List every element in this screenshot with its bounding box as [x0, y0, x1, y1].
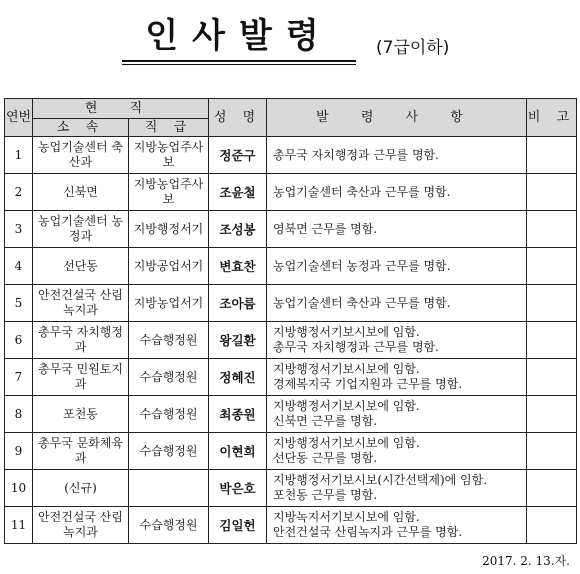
row-number: 5: [5, 285, 33, 322]
row-remarks: [527, 211, 577, 248]
row-remarks: [527, 359, 577, 396]
row-name: 조윤철: [209, 174, 267, 211]
page-title: 인사발령: [145, 16, 333, 56]
personnel-table: [4, 98, 577, 544]
row-rank: 지방농업주사보: [129, 174, 209, 211]
header-remarks: 비 고: [527, 99, 577, 137]
row-order: [267, 248, 527, 285]
row-department: 안전건설국 산림녹지과: [33, 507, 129, 544]
order-line: 지방행정서기보시보에 임함.: [273, 436, 420, 450]
row-number: 9: [5, 433, 33, 470]
header-rank: 직 급: [129, 119, 209, 137]
table-row: [5, 433, 577, 470]
table-row: [5, 396, 577, 433]
row-name: 이현희: [209, 433, 267, 470]
header-order: 발 령 사 항: [267, 99, 527, 137]
row-department: 농업기술센터 축산과: [33, 137, 129, 174]
table-row: [5, 211, 577, 248]
row-department: 농업기술센터 농정과: [33, 211, 129, 248]
row-remarks: [527, 433, 577, 470]
order-line: 안전건설국 산림녹지과 근무를 명함.: [273, 525, 463, 539]
order-line: 농업기술센터 축산과 근무를 명함.: [273, 295, 451, 310]
row-remarks: [527, 137, 577, 174]
row-department: 포천동: [33, 396, 129, 433]
order-line: 총무국 자치행정과 근무를 명함.: [273, 340, 439, 354]
row-order: [267, 211, 527, 248]
row-name: 김일헌: [209, 507, 267, 544]
page-subtitle: (7급이하): [376, 38, 450, 58]
table-row: [5, 285, 577, 322]
row-rank: [129, 470, 209, 507]
row-rank: 수습행정원: [129, 433, 209, 470]
header-current-position: 현 직: [33, 99, 209, 119]
table-row: [5, 137, 577, 174]
row-number: 10: [5, 470, 33, 507]
row-remarks: [527, 470, 577, 507]
row-department: 신북면: [33, 174, 129, 211]
order-line: 영북면 근무를 명함.: [273, 221, 378, 236]
row-order: [267, 285, 527, 322]
order-line: 신북면 근무를 명함.: [273, 414, 378, 428]
order-line: 총무국 자치행정과 근무를 명함.: [273, 147, 439, 162]
title-underline-thin: [122, 64, 356, 65]
row-number: 11: [5, 507, 33, 544]
row-department: 총무국 문화체육과: [33, 433, 129, 470]
title-underline: [122, 60, 356, 62]
order-line: 농업기술센터 농정과 근무를 명함.: [273, 258, 451, 273]
table-row: [5, 359, 577, 396]
row-remarks: [527, 507, 577, 544]
row-remarks: [527, 396, 577, 433]
order-line: 지방행정서기보시보에 임함.: [273, 325, 420, 339]
row-order: [267, 322, 527, 359]
table-row: [5, 174, 577, 211]
table-row: [5, 470, 577, 507]
order-line: 지방행정서기보시보(시간선택제)에 임함.: [273, 473, 488, 487]
row-order: [267, 507, 527, 544]
row-rank: 지방행정서기: [129, 211, 209, 248]
row-name: 정준구: [209, 137, 267, 174]
row-rank: 지방농업서기: [129, 285, 209, 322]
row-number: 6: [5, 322, 33, 359]
row-remarks: [527, 174, 577, 211]
header-department: 소 속: [33, 119, 129, 137]
table-row: [5, 507, 577, 544]
order-line: 지방행정서기보시보에 임함.: [273, 399, 420, 413]
row-department: 총무국 자치행정과: [33, 322, 129, 359]
table-row: [5, 248, 577, 285]
row-rank: 수습행정원: [129, 507, 209, 544]
row-remarks: [527, 322, 577, 359]
row-order: [267, 359, 527, 396]
order-line: 지방행정서기보시보에 임함.: [273, 362, 420, 376]
row-department: (신규): [33, 470, 129, 507]
row-rank: 지방농업주사보: [129, 137, 209, 174]
row-order: [267, 396, 527, 433]
row-department: 총무국 민원토지과: [33, 359, 129, 396]
row-number: 4: [5, 248, 33, 285]
document-date: 2017. 2. 13.자.: [482, 554, 570, 568]
row-department: 안전건설국 산림녹지과: [33, 285, 129, 322]
row-name: 최종원: [209, 396, 267, 433]
header-no: 연번: [5, 99, 33, 137]
row-name: 조아름: [209, 285, 267, 322]
row-name: 변효찬: [209, 248, 267, 285]
row-rank: 수습행정원: [129, 322, 209, 359]
row-name: 박은호: [209, 470, 267, 507]
row-number: 2: [5, 174, 33, 211]
row-name: 왕길환: [209, 322, 267, 359]
document-header: [0, 0, 580, 70]
header-name: 성 명: [209, 99, 267, 137]
row-order: [267, 470, 527, 507]
order-line: 지방녹지서기보시보에 임함.: [273, 510, 420, 524]
row-rank: 수습행정원: [129, 359, 209, 396]
row-department: 선단동: [33, 248, 129, 285]
order-line: 경제복지국 기업지원과 근무를 명함.: [273, 377, 463, 391]
row-remarks: [527, 248, 577, 285]
row-rank: 수습행정원: [129, 396, 209, 433]
order-line: 포천동 근무를 명함.: [273, 488, 378, 502]
table-body: [5, 137, 577, 544]
row-name: 정혜진: [209, 359, 267, 396]
table-row: [5, 322, 577, 359]
order-line: 농업기술센터 축산과 근무를 명함.: [273, 184, 451, 199]
row-number: 1: [5, 137, 33, 174]
row-name: 조성봉: [209, 211, 267, 248]
row-order: [267, 433, 527, 470]
row-number: 8: [5, 396, 33, 433]
row-order: [267, 174, 527, 211]
row-number: 7: [5, 359, 33, 396]
order-line: 선단동 근무를 명함.: [273, 451, 378, 465]
row-number: 3: [5, 211, 33, 248]
row-remarks: [527, 285, 577, 322]
row-order: [267, 137, 527, 174]
row-rank: 지방공업서기: [129, 248, 209, 285]
